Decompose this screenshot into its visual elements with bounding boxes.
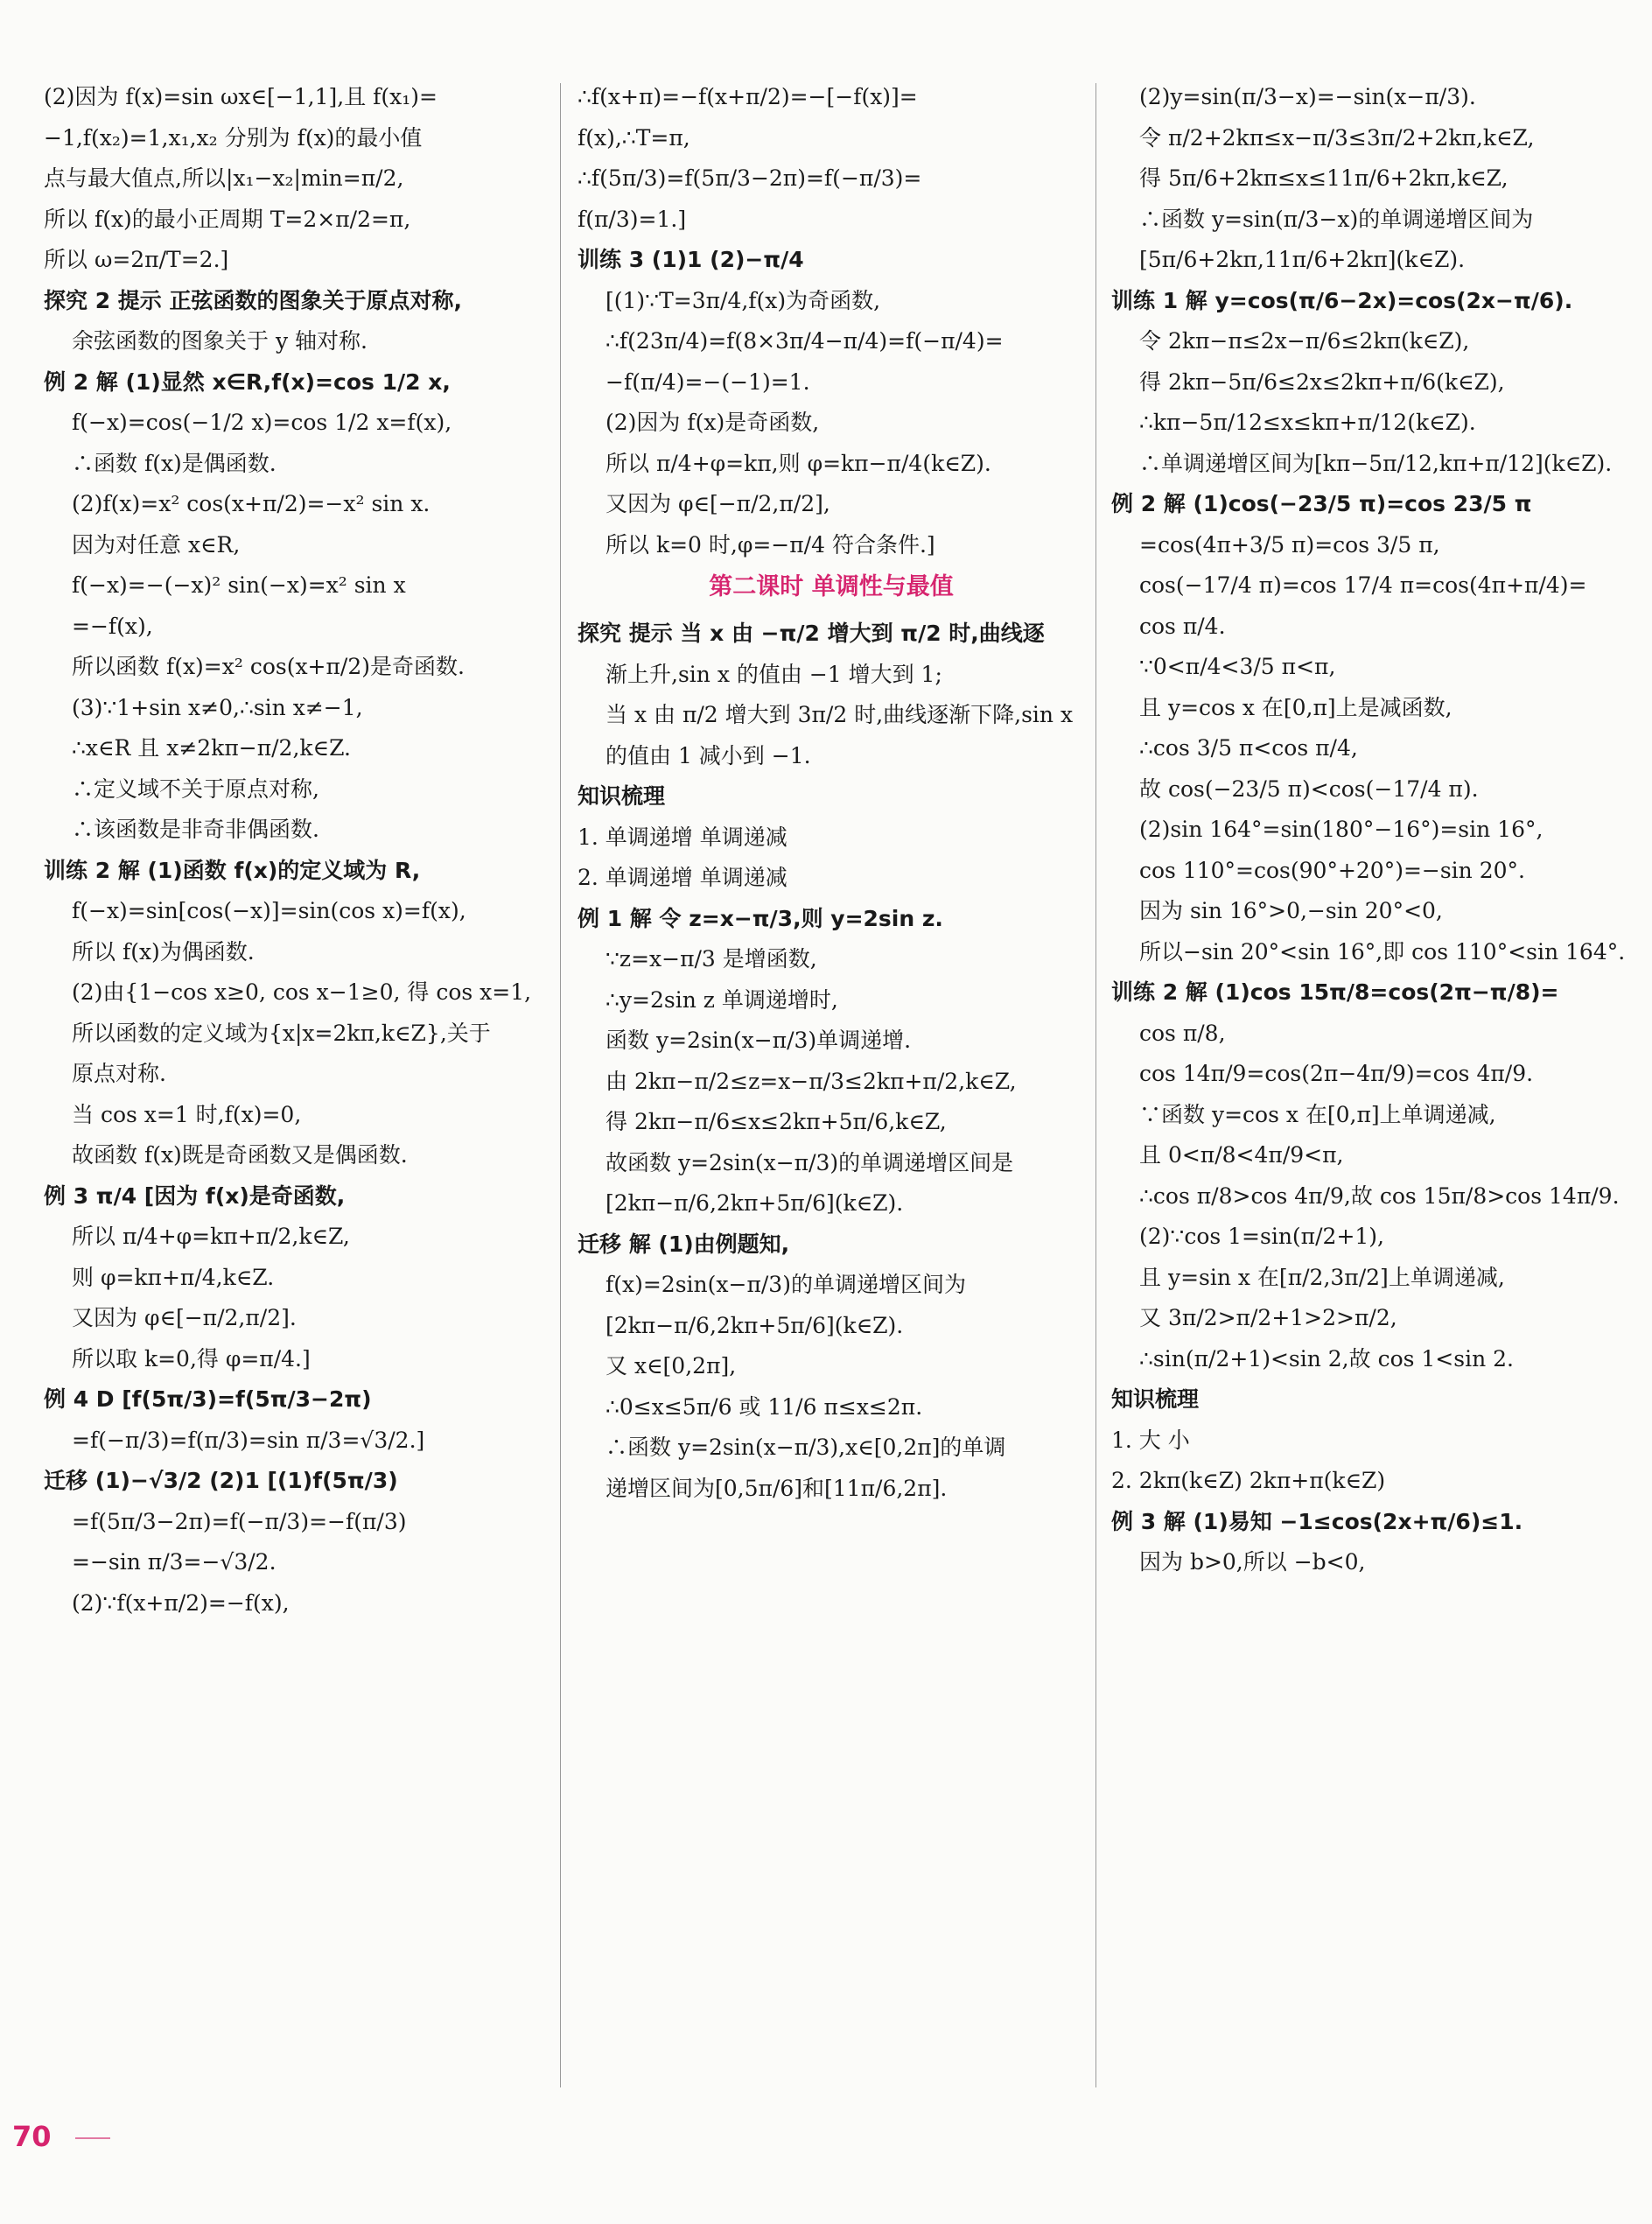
column-1	[44, 83, 542, 1630]
text-line: 2. 2kπ(k∈Z) 2kπ+π(k∈Z)	[1111, 1468, 1386, 1493]
heading-line: 例 2 解 (1)显然 x∈R,f(x)=cos 1/2 x,	[44, 368, 451, 395]
text-line: 所以 k=0 时,φ=−π/4 符合条件.]	[606, 531, 935, 558]
text-line: (2)∵cos 1=sin(π/2+1),	[1139, 1224, 1384, 1249]
text-line: (2)因为 f(x)是奇函数,	[606, 410, 820, 435]
text-line: 得 2kπ−π/6≤x≤2kπ+5π/6,k∈Z,	[606, 1109, 947, 1135]
heading-line: 训练 2 解 (1)cos 15π/8=cos(2π−π/8)=	[1111, 979, 1559, 1005]
text-line: (2)∵f(x+π/2)=−f(x),	[72, 1589, 290, 1616]
heading-line: 探究 提示 当 x 由 −π/2 增大到 π/2 时,曲线逐	[578, 621, 1045, 647]
text-line: 1. 大 小	[1111, 1427, 1190, 1453]
text-line: 函数 y=2sin(x−π/3)单调递增.	[606, 1028, 912, 1054]
text-line: ∴函数 y=sin(π/3−x)的单调递增区间为	[1139, 206, 1534, 232]
text-line: −1,f(x₂)=1,x₁,x₂ 分别为 f(x)的最小值	[44, 124, 423, 151]
text-line: 所以 ω=2π/T=2.]	[44, 247, 229, 272]
heading-line: 例 4 D [f(5π/3)=f(5π/3−2π)	[44, 1386, 372, 1412]
text-line: 因为 b>0,所以 −b<0,	[1139, 1549, 1366, 1575]
heading-line: 迁移 解 (1)由例题知,	[578, 1231, 790, 1257]
text-line: cos 14π/9=cos(2π−4π/9)=cos 4π/9.	[1139, 1061, 1534, 1086]
heading-line: 例 1 解 令 z=x−π/3,则 y=2sin z.	[578, 905, 943, 931]
heading-line: 迁移 (1)−√3/2 (2)1 [(1)f(5π/3)	[44, 1468, 398, 1493]
text-line: (3)∵1+sin x≠0,∴sin x≠−1,	[72, 694, 363, 720]
heading-line: 例 3 π/4 [因为 f(x)是奇函数,	[44, 1182, 346, 1209]
heading-line: 训练 2 解 (1)函数 f(x)的定义域为 R,	[44, 857, 421, 883]
text-line: 所以取 k=0,得 φ=π/4.]	[72, 1345, 311, 1372]
text-line: 得 5π/6+2kπ≤x≤11π/6+2kπ,k∈Z,	[1139, 165, 1508, 191]
text-line: 故函数 f(x)既是奇函数又是偶函数.	[72, 1142, 408, 1168]
text-line: ∴f(5π/3)=f(5π/3−2π)=f(−π/3)=	[578, 165, 922, 191]
text-line: 所以函数的定义域为{x|x=2kπ,k∈Z},关于	[72, 1020, 491, 1046]
text-line: ∴kπ−5π/12≤x≤kπ+π/12(k∈Z).	[1139, 410, 1476, 435]
text-line: 得 2kπ−5π/6≤2x≤2kπ+π/6(k∈Z),	[1139, 368, 1505, 395]
text-line: 且 0<π/8<4π/9<π,	[1139, 1142, 1344, 1168]
text-line: ∴x∈R 且 x≠2kπ−π/2,k∈Z.	[72, 735, 351, 761]
text-line: ∴cos 3/5 π<cos π/4,	[1139, 735, 1358, 761]
text-line: ∵函数 y=cos x 在[0,π]上单调递减,	[1139, 1101, 1496, 1127]
text-line: 令 π/2+2kπ≤x−π/3≤3π/2+2kπ,k∈Z,	[1139, 124, 1535, 151]
text-line: f(x)=2sin(x−π/3)的单调递增区间为	[606, 1272, 966, 1298]
text-line: ∴函数 y=2sin(x−π/3),x∈[0,2π]的单调	[606, 1435, 1006, 1461]
text-line: f(−x)=−(−x)² sin(−x)=x² sin x	[72, 572, 406, 598]
text-line: ∵z=x−π/3 是增函数,	[606, 946, 817, 972]
text-line: cos 110°=cos(90°+20°)=−sin 20°.	[1139, 857, 1525, 883]
text-line: (2)因为 f(x)=sin ωx∈[−1,1],且 f(x₁)=	[44, 84, 438, 109]
text-line: cos(−17/4 π)=cos 17/4 π=cos(4π+π/4)=	[1139, 572, 1587, 598]
text-line: 所以−sin 20°<sin 16°,即 cos 110°<sin 164°.	[1139, 938, 1626, 965]
text-line: ∴y=2sin z 单调递增时,	[606, 986, 838, 1013]
text-line: f(x),∴T=π,	[578, 124, 690, 151]
text-line: ∴f(23π/4)=f(8×3π/4−π/4)=f(−π/4)=	[606, 328, 1004, 354]
column-3	[1111, 83, 1628, 1589]
text-line: cos π/4.	[1139, 613, 1226, 639]
heading-line: 训练 3 (1)1 (2)−π/4	[578, 247, 804, 272]
text-line: [2kπ−π/6,2kπ+5π/6](k∈Z).	[606, 1190, 904, 1217]
text-line: 所以 f(x)的最小正周期 T=2×π/2=π,	[44, 206, 411, 232]
text-line: 故函数 y=2sin(x−π/3)的单调递增区间是	[606, 1149, 1014, 1175]
text-line: ∴f(x+π)=−f(x+π/2)=−[−f(x)]=	[578, 84, 918, 109]
text-line: [(1)∵T=3π/4,f(x)为奇函数,	[606, 287, 881, 313]
text-line: 当 cos x=1 时,f(x)=0,	[72, 1101, 302, 1127]
text-line: 渐上升,sin x 的值由 −1 增大到 1;	[606, 661, 942, 687]
text-line: =f(−π/3)=f(π/3)=sin π/3=√3/2.]	[72, 1427, 425, 1453]
text-line: ∴0≤x≤5π/6 或 11/6 π≤x≤2π.	[606, 1393, 923, 1420]
text-line: 原点对称.	[72, 1061, 166, 1086]
text-line: f(−x)=cos(−1/2 x)=cos 1/2 x=f(x),	[72, 410, 452, 435]
text-line: 1. 单调递增 单调递减	[578, 824, 788, 850]
heading-line: 例 3 解 (1)易知 −1≤cos(2x+π/6)≤1.	[1111, 1508, 1523, 1534]
text-line: 递增区间为[0,5π/6]和[11π/6,2π].	[606, 1475, 948, 1501]
text-line: 由 2kπ−π/2≤z=x−π/3≤2kπ+π/2,k∈Z,	[606, 1068, 1017, 1094]
text-line: 因为对任意 x∈R,	[72, 531, 241, 558]
text-line: 又 x∈[0,2π],	[606, 1353, 737, 1379]
text-line: 点与最大值点,所以|x₁−x₂|min=π/2,	[44, 165, 404, 191]
column-2	[578, 83, 1085, 1515]
column-divider-1	[560, 83, 561, 2087]
heading-line: 知识梳理	[1111, 1386, 1200, 1412]
text-line: 2. 单调递增 单调递减	[578, 865, 788, 891]
text-line: ∵0<π/4<3/5 π<π,	[1139, 654, 1336, 679]
page-number: 70	[12, 2120, 52, 2153]
text-line: ∴该函数是非奇非偶函数.	[72, 817, 319, 842]
text-line: ∴定义域不关于原点对称,	[72, 775, 319, 802]
text-line: 所以 f(x)为偶函数.	[72, 938, 255, 965]
text-line: [5π/6+2kπ,11π/6+2kπ](k∈Z).	[1139, 247, 1466, 272]
text-line: f(π/3)=1.]	[578, 206, 687, 232]
text-line: =cos(4π+3/5 π)=cos 3/5 π,	[1139, 531, 1440, 558]
heading-line: 训练 1 解 y=cos(π/6−2x)=cos(2x−π/6).	[1111, 287, 1573, 313]
heading-line: 例 2 解 (1)cos(−23/5 π)=cos 23/5 π	[1111, 491, 1532, 516]
text-line: ∴函数 f(x)是偶函数.	[72, 450, 276, 476]
text-line: 令 2kπ−π≤2x−π/6≤2kπ(k∈Z),	[1139, 328, 1470, 354]
text-line: ∴单调递增区间为[kπ−5π/12,kπ+π/12](k∈Z).	[1139, 450, 1613, 476]
text-line: ∴sin(π/2+1)<sin 2,故 cos 1<sin 2.	[1139, 1345, 1514, 1372]
text-line: (2)sin 164°=sin(180°−16°)=sin 16°,	[1139, 817, 1544, 842]
text-line: 当 x 由 π/2 增大到 3π/2 时,曲线逐渐下降,sin x	[606, 702, 1074, 728]
page-number-dash	[75, 2137, 110, 2139]
text-line: (2)由{1−cos x≥0, cos x−1≥0, 得 cos x=1,	[72, 979, 532, 1005]
text-line: (2)f(x)=x² cos(x+π/2)=−x² sin x.	[72, 491, 430, 516]
text-line: 所以 π/4+φ=kπ,则 φ=kπ−π/4(k∈Z).	[606, 450, 991, 476]
text-line: 又 3π/2>π/2+1>2>π/2,	[1139, 1305, 1397, 1330]
section-title: 第二课时 单调性与最值	[709, 573, 954, 600]
text-line: 又因为 φ∈[−π/2,π/2],	[606, 491, 830, 516]
heading-line: 知识梳理	[578, 783, 666, 810]
text-line: f(−x)=sin[cos(−x)]=sin(cos x)=f(x),	[72, 898, 466, 923]
text-line: 的值由 1 减小到 −1.	[606, 742, 811, 768]
text-line: 且 y=sin x 在[π/2,3π/2]上单调递减,	[1139, 1264, 1505, 1290]
text-line: [2kπ−π/6,2kπ+5π/6](k∈Z).	[606, 1312, 904, 1338]
text-line: =f(5π/3−2π)=f(−π/3)=−f(π/3)	[72, 1508, 407, 1534]
text-line: −f(π/4)=−(−1)=1.	[606, 368, 810, 395]
text-line: 所以函数 f(x)=x² cos(x+π/2)是奇函数.	[72, 654, 465, 679]
heading-line: 探究 2 提示 正弦函数的图象关于原点对称,	[44, 287, 463, 313]
text-line: =−sin π/3=−√3/2.	[72, 1549, 276, 1575]
text-line: ∴cos π/8>cos 4π/9,故 cos 15π/8>cos 14π/9.	[1139, 1182, 1620, 1209]
text-line: 又因为 φ∈[−π/2,π/2].	[72, 1305, 297, 1330]
text-line: 所以 π/4+φ=kπ+π/2,k∈Z,	[72, 1224, 350, 1249]
text-line: 故 cos(−23/5 π)<cos(−17/4 π).	[1139, 775, 1479, 802]
text-line: 余弦函数的图象关于 y 轴对称.	[72, 328, 368, 354]
text-line: 且 y=cos x 在[0,π]上是减函数,	[1139, 694, 1452, 720]
text-line: cos π/8,	[1139, 1020, 1226, 1046]
text-line: 则 φ=kπ+π/4,k∈Z.	[72, 1264, 275, 1290]
text-line: (2)y=sin(π/3−x)=−sin(x−π/3).	[1139, 84, 1476, 109]
text-line: =−f(x),	[72, 613, 153, 639]
text-line: 因为 sin 16°>0,−sin 20°<0,	[1139, 898, 1443, 923]
